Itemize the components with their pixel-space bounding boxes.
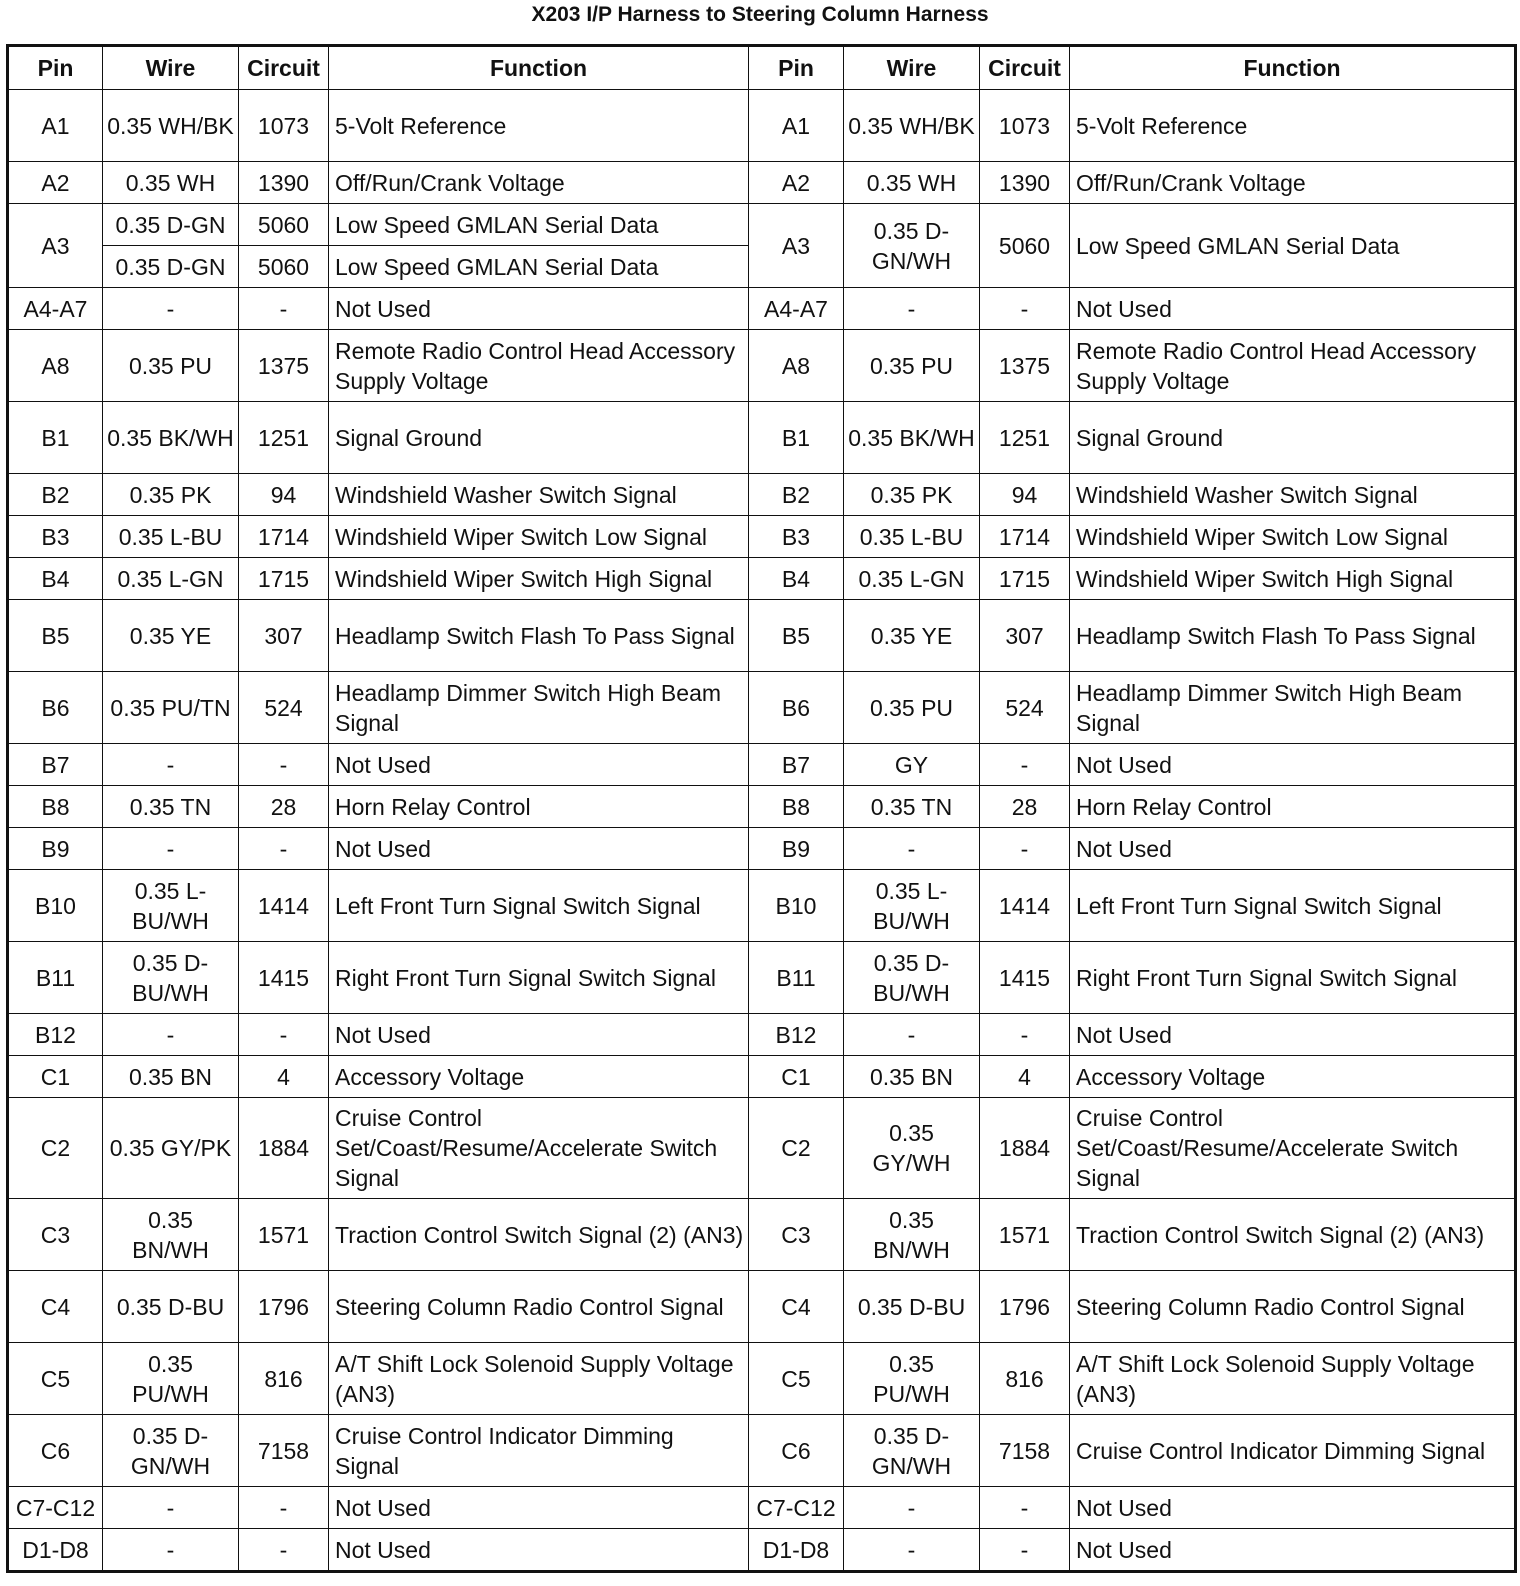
- pin-cell: B1: [749, 402, 844, 474]
- pin-cell: B4: [749, 558, 844, 600]
- pin-cell: B5: [8, 600, 103, 672]
- wire-cell: -: [844, 288, 980, 330]
- circuit-cell: 307: [239, 600, 329, 672]
- circuit-cell: 1884: [980, 1098, 1070, 1199]
- pin-cell: B7: [8, 744, 103, 786]
- circuit-cell: 1375: [239, 330, 329, 402]
- circuit-cell: 94: [980, 474, 1070, 516]
- function-cell: Headlamp Switch Flash To Pass Signal: [329, 600, 749, 672]
- circuit-cell: 816: [239, 1343, 329, 1415]
- wire-cell: GY: [844, 744, 980, 786]
- circuit-cell: 1414: [239, 870, 329, 942]
- wire-cell: -: [103, 1529, 239, 1572]
- wire-cell: 0.35 L-GN: [844, 558, 980, 600]
- circuit-cell: 1715: [980, 558, 1070, 600]
- pin-cell: A3: [8, 204, 103, 288]
- circuit-cell: -: [980, 288, 1070, 330]
- circuit-cell: -: [239, 828, 329, 870]
- table-row: [8, 402, 1516, 474]
- table-body: [8, 90, 1516, 1572]
- wire-cell: 0.35 PU/WH: [103, 1343, 239, 1415]
- table-row: [8, 942, 1516, 1014]
- pin-cell: C5: [749, 1343, 844, 1415]
- function-cell: Right Front Turn Signal Switch Signal: [329, 942, 749, 1014]
- pin-cell: B8: [749, 786, 844, 828]
- function-cell: Low Speed GMLAN Serial Data: [1070, 204, 1516, 288]
- function-cell: Windshield Wiper Switch Low Signal: [1070, 516, 1516, 558]
- wire-cell: 0.35 BK/WH: [103, 402, 239, 474]
- header-circuit: Circuit: [980, 46, 1070, 90]
- pin-cell: C6: [749, 1415, 844, 1487]
- function-cell: Traction Control Switch Signal (2) (AN3): [329, 1199, 749, 1271]
- pin-cell: C7-C12: [8, 1487, 103, 1529]
- table-row: [8, 672, 1516, 744]
- pin-cell: A2: [749, 162, 844, 204]
- pin-cell: D1-D8: [8, 1529, 103, 1572]
- function-cell: Accessory Voltage: [1070, 1056, 1516, 1098]
- table-row: [8, 870, 1516, 942]
- function-cell: Low Speed GMLAN Serial Data: [329, 246, 749, 288]
- function-cell: Signal Ground: [1070, 402, 1516, 474]
- pin-cell: B9: [8, 828, 103, 870]
- function-cell: Off/Run/Crank Voltage: [329, 162, 749, 204]
- header-row: [8, 46, 1516, 90]
- pin-cell: A1: [749, 90, 844, 162]
- circuit-cell: 1390: [239, 162, 329, 204]
- pin-cell: A1: [8, 90, 103, 162]
- table-row: [8, 1271, 1516, 1343]
- circuit-cell: 1073: [980, 90, 1070, 162]
- table-row: [8, 90, 1516, 162]
- pin-cell: B4: [8, 558, 103, 600]
- pin-cell: B12: [8, 1014, 103, 1056]
- wire-cell: 0.35 WH: [103, 162, 239, 204]
- wire-cell: 0.35 L-BU/WH: [844, 870, 980, 942]
- function-cell: Not Used: [329, 744, 749, 786]
- pin-cell: C4: [749, 1271, 844, 1343]
- function-cell: Not Used: [329, 828, 749, 870]
- pin-cell: B8: [8, 786, 103, 828]
- wire-cell: 0.35 BN/WH: [103, 1199, 239, 1271]
- circuit-cell: 28: [980, 786, 1070, 828]
- circuit-cell: 1796: [980, 1271, 1070, 1343]
- function-cell: A/T Shift Lock Solenoid Supply Voltage (AN3): [329, 1343, 749, 1415]
- wire-cell: 0.35 BK/WH: [844, 402, 980, 474]
- header-wire: Wire: [103, 46, 239, 90]
- wire-cell: 0.35 D-GN/WH: [103, 1415, 239, 1487]
- circuit-cell: -: [239, 1529, 329, 1572]
- pin-cell: B11: [749, 942, 844, 1014]
- circuit-cell: -: [239, 1487, 329, 1529]
- pin-cell: C2: [8, 1098, 103, 1199]
- header-wire: Wire: [844, 46, 980, 90]
- function-cell: Not Used: [1070, 1487, 1516, 1529]
- pin-cell: C2: [749, 1098, 844, 1199]
- wire-cell: 0.35 D-GN: [103, 246, 239, 288]
- pin-cell: C6: [8, 1415, 103, 1487]
- table-row: [8, 474, 1516, 516]
- pin-cell: B6: [749, 672, 844, 744]
- pin-cell: C3: [8, 1199, 103, 1271]
- pin-cell: C5: [8, 1343, 103, 1415]
- wire-cell: -: [103, 828, 239, 870]
- function-cell: Signal Ground: [329, 402, 749, 474]
- circuit-cell: -: [980, 828, 1070, 870]
- pin-cell: A3: [749, 204, 844, 288]
- pin-cell: C3: [749, 1199, 844, 1271]
- table-row: [8, 516, 1516, 558]
- wire-cell: 0.35 PU: [844, 672, 980, 744]
- header-pin: Pin: [749, 46, 844, 90]
- wire-cell: -: [103, 744, 239, 786]
- circuit-cell: 1884: [239, 1098, 329, 1199]
- circuit-cell: 7158: [239, 1415, 329, 1487]
- circuit-cell: 1714: [980, 516, 1070, 558]
- table-row: [8, 1487, 1516, 1529]
- header-function: Function: [1070, 46, 1516, 90]
- wire-cell: 0.35 PU: [844, 330, 980, 402]
- wire-cell: 0.35 WH/BK: [103, 90, 239, 162]
- wire-cell: 0.35 L-BU: [844, 516, 980, 558]
- pin-cell: A2: [8, 162, 103, 204]
- function-cell: Left Front Turn Signal Switch Signal: [329, 870, 749, 942]
- table-row: [8, 786, 1516, 828]
- function-cell: Not Used: [329, 1014, 749, 1056]
- function-cell: Windshield Wiper Switch Low Signal: [329, 516, 749, 558]
- circuit-cell: 1796: [239, 1271, 329, 1343]
- function-cell: Low Speed GMLAN Serial Data: [329, 204, 749, 246]
- pin-cell: B3: [749, 516, 844, 558]
- function-cell: Horn Relay Control: [329, 786, 749, 828]
- header-function: Function: [329, 46, 749, 90]
- circuit-cell: 4: [980, 1056, 1070, 1098]
- function-cell: Headlamp Dimmer Switch High Beam Signal: [329, 672, 749, 744]
- circuit-cell: 94: [239, 474, 329, 516]
- circuit-cell: 307: [980, 600, 1070, 672]
- wire-cell: 0.35 D-BU: [103, 1271, 239, 1343]
- header-pin: Pin: [8, 46, 103, 90]
- circuit-cell: 1375: [980, 330, 1070, 402]
- wire-cell: 0.35 D-BU: [844, 1271, 980, 1343]
- wire-cell: 0.35 PK: [844, 474, 980, 516]
- page-title: X203 I/P Harness to Steering Column Harness: [531, 3, 989, 26]
- wire-cell: 0.35 YE: [844, 600, 980, 672]
- wire-cell: -: [103, 1487, 239, 1529]
- circuit-cell: -: [980, 1014, 1070, 1056]
- wire-cell: 0.35 BN: [844, 1056, 980, 1098]
- function-cell: Off/Run/Crank Voltage: [1070, 162, 1516, 204]
- circuit-cell: 1715: [239, 558, 329, 600]
- circuit-cell: 1073: [239, 90, 329, 162]
- circuit-cell: -: [239, 288, 329, 330]
- table-row: [8, 288, 1516, 330]
- function-cell: Cruise Control Set/Coast/Resume/Accelerate Switch Signal: [329, 1098, 749, 1199]
- wire-cell: 0.35 L-GN: [103, 558, 239, 600]
- wire-cell: 0.35 PU: [103, 330, 239, 402]
- connector-table: [6, 44, 1517, 1573]
- wire-cell: 0.35 D-BU/WH: [103, 942, 239, 1014]
- pin-cell: B2: [8, 474, 103, 516]
- circuit-cell: 1414: [980, 870, 1070, 942]
- pin-cell: C4: [8, 1271, 103, 1343]
- function-cell: Windshield Washer Switch Signal: [329, 474, 749, 516]
- function-cell: Remote Radio Control Head Accessory Supply Voltage: [329, 330, 749, 402]
- wire-cell: 0.35 PK: [103, 474, 239, 516]
- circuit-cell: 5060: [239, 204, 329, 246]
- wire-cell: 0.35 TN: [103, 786, 239, 828]
- header-circuit: Circuit: [239, 46, 329, 90]
- wire-cell: -: [103, 288, 239, 330]
- pin-cell: C1: [749, 1056, 844, 1098]
- table-row: [8, 162, 1516, 204]
- table-row: [8, 330, 1516, 402]
- function-cell: Horn Relay Control: [1070, 786, 1516, 828]
- function-cell: Not Used: [1070, 828, 1516, 870]
- pin-cell: B9: [749, 828, 844, 870]
- function-cell: Remote Radio Control Head Accessory Supply Voltage: [1070, 330, 1516, 402]
- wire-cell: -: [844, 828, 980, 870]
- pin-cell: B3: [8, 516, 103, 558]
- circuit-cell: 28: [239, 786, 329, 828]
- wire-cell: 0.35 BN/WH: [844, 1199, 980, 1271]
- pin-cell: A8: [749, 330, 844, 402]
- function-cell: 5-Volt Reference: [1070, 90, 1516, 162]
- pin-cell: B10: [8, 870, 103, 942]
- table-row: [8, 744, 1516, 786]
- wire-cell: 0.35 WH: [844, 162, 980, 204]
- function-cell: Left Front Turn Signal Switch Signal: [1070, 870, 1516, 942]
- function-cell: Headlamp Switch Flash To Pass Signal: [1070, 600, 1516, 672]
- function-cell: Windshield Wiper Switch High Signal: [329, 558, 749, 600]
- function-cell: Cruise Control Indicator Dimming Signal: [1070, 1415, 1516, 1487]
- wire-cell: 0.35 D-GN: [103, 204, 239, 246]
- circuit-cell: 1571: [239, 1199, 329, 1271]
- function-cell: Not Used: [1070, 1014, 1516, 1056]
- function-cell: Traction Control Switch Signal (2) (AN3): [1070, 1199, 1516, 1271]
- circuit-cell: 1571: [980, 1199, 1070, 1271]
- circuit-cell: -: [980, 1529, 1070, 1572]
- table-row: [8, 558, 1516, 600]
- pin-cell: B2: [749, 474, 844, 516]
- function-cell: Not Used: [1070, 744, 1516, 786]
- pin-cell: B5: [749, 600, 844, 672]
- circuit-cell: 5060: [980, 204, 1070, 288]
- circuit-cell: 816: [980, 1343, 1070, 1415]
- function-cell: Not Used: [329, 1529, 749, 1572]
- table-row: [8, 1056, 1516, 1098]
- function-cell: Not Used: [1070, 288, 1516, 330]
- wire-cell: -: [103, 1014, 239, 1056]
- function-cell: Steering Column Radio Control Signal: [1070, 1271, 1516, 1343]
- pin-cell: B7: [749, 744, 844, 786]
- circuit-cell: 1251: [239, 402, 329, 474]
- wire-cell: 0.35 BN: [103, 1056, 239, 1098]
- wire-cell: 0.35 GY/PK: [103, 1098, 239, 1199]
- wire-cell: 0.35 D-GN/WH: [844, 1415, 980, 1487]
- circuit-cell: 1415: [980, 942, 1070, 1014]
- wire-cell: -: [844, 1487, 980, 1529]
- circuit-cell: -: [980, 744, 1070, 786]
- table-row: [8, 1415, 1516, 1487]
- wire-cell: 0.35 D-GN/WH: [844, 204, 980, 288]
- circuit-cell: 4: [239, 1056, 329, 1098]
- pin-cell: C7-C12: [749, 1487, 844, 1529]
- function-cell: Not Used: [1070, 1529, 1516, 1572]
- function-cell: Cruise Control Indicator Dimming Signal: [329, 1415, 749, 1487]
- circuit-cell: -: [239, 744, 329, 786]
- pin-cell: D1-D8: [749, 1529, 844, 1572]
- wire-cell: -: [844, 1014, 980, 1056]
- table-row: [8, 1014, 1516, 1056]
- circuit-cell: 524: [239, 672, 329, 744]
- table-row: [8, 600, 1516, 672]
- table-row: [8, 1529, 1516, 1572]
- wire-cell: 0.35 L-BU: [103, 516, 239, 558]
- circuit-cell: 1251: [980, 402, 1070, 474]
- wire-cell: 0.35 GY/WH: [844, 1098, 980, 1199]
- table-row: [8, 1199, 1516, 1271]
- function-cell: Windshield Washer Switch Signal: [1070, 474, 1516, 516]
- function-cell: A/T Shift Lock Solenoid Supply Voltage (AN3): [1070, 1343, 1516, 1415]
- function-cell: 5-Volt Reference: [329, 90, 749, 162]
- function-cell: Accessory Voltage: [329, 1056, 749, 1098]
- circuit-cell: -: [980, 1487, 1070, 1529]
- function-cell: Not Used: [329, 288, 749, 330]
- wire-cell: 0.35 D-BU/WH: [844, 942, 980, 1014]
- circuit-cell: 524: [980, 672, 1070, 744]
- wire-cell: 0.35 TN: [844, 786, 980, 828]
- wire-cell: 0.35 YE: [103, 600, 239, 672]
- function-cell: Windshield Wiper Switch High Signal: [1070, 558, 1516, 600]
- function-cell: Headlamp Dimmer Switch High Beam Signal: [1070, 672, 1516, 744]
- function-cell: Cruise Control Set/Coast/Resume/Accelerate Switch Signal: [1070, 1098, 1516, 1199]
- wire-cell: 0.35 PU/TN: [103, 672, 239, 744]
- pin-cell: A4-A7: [8, 288, 103, 330]
- function-cell: Steering Column Radio Control Signal: [329, 1271, 749, 1343]
- function-cell: Right Front Turn Signal Switch Signal: [1070, 942, 1516, 1014]
- circuit-cell: 1390: [980, 162, 1070, 204]
- pin-cell: B11: [8, 942, 103, 1014]
- circuit-cell: 7158: [980, 1415, 1070, 1487]
- wire-cell: 0.35 PU/WH: [844, 1343, 980, 1415]
- pin-cell: C1: [8, 1056, 103, 1098]
- pin-cell: B6: [8, 672, 103, 744]
- wire-cell: 0.35 WH/BK: [844, 90, 980, 162]
- table-row: [8, 828, 1516, 870]
- circuit-cell: -: [239, 1014, 329, 1056]
- circuit-cell: 5060: [239, 246, 329, 288]
- pin-cell: A8: [8, 330, 103, 402]
- wire-cell: 0.35 L-BU/WH: [103, 870, 239, 942]
- wire-cell: -: [844, 1529, 980, 1572]
- pin-cell: B12: [749, 1014, 844, 1056]
- circuit-cell: 1714: [239, 516, 329, 558]
- pin-cell: B10: [749, 870, 844, 942]
- table-row: [8, 1343, 1516, 1415]
- table-row: [8, 204, 1516, 246]
- circuit-cell: 1415: [239, 942, 329, 1014]
- function-cell: Not Used: [329, 1487, 749, 1529]
- pin-cell: B1: [8, 402, 103, 474]
- table-row: [8, 1098, 1516, 1199]
- pin-cell: A4-A7: [749, 288, 844, 330]
